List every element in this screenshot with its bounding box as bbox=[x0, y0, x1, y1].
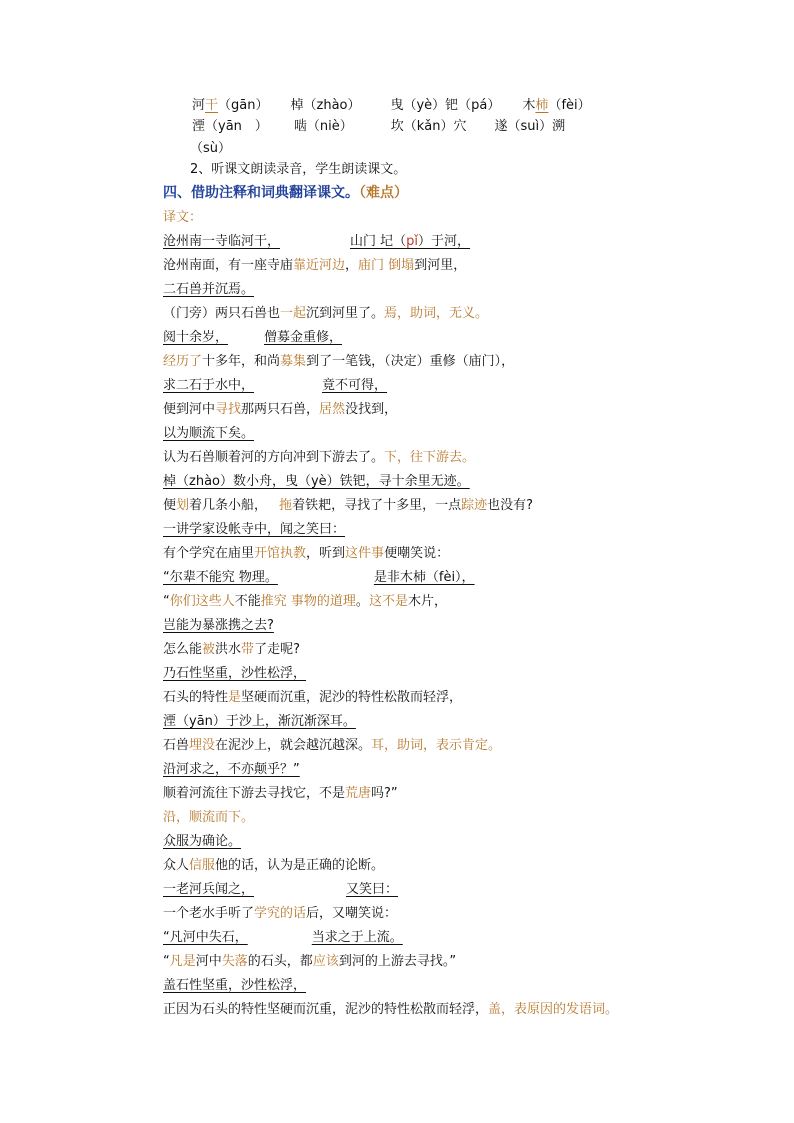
p3-a: 阅十余岁， bbox=[163, 330, 229, 345]
classical-line-8 bbox=[163, 569, 475, 587]
t16-a: 正因为石头的特性坚硬而沉重，泥沙的特性松散而轻浮， bbox=[163, 1002, 489, 1017]
t12-c: 吗?” bbox=[371, 786, 398, 801]
pinyin-he: 河 bbox=[192, 98, 206, 113]
t6-a: 便 bbox=[163, 498, 177, 513]
p8-a: “尔辈不能究 物理。 bbox=[163, 570, 278, 585]
t3-a: 经历了 bbox=[163, 354, 203, 369]
pinyin-ye-pa: 曳（yè）钯（pá） bbox=[390, 98, 501, 113]
pinyin-kan: 坎（kǎn）穴 bbox=[390, 119, 467, 134]
t15-d: 失落 bbox=[221, 954, 248, 969]
translation-line-1 bbox=[163, 257, 466, 275]
p8-b: 是非木杮（fèi）， bbox=[373, 570, 475, 585]
t13-c: 他的话，认为是正确的论断。 bbox=[215, 858, 385, 873]
t15-a: “ bbox=[163, 954, 170, 969]
t16-b: 盖，表原因的发语词。 bbox=[488, 1002, 619, 1017]
t3-e: 到了一笔钱，（决定）重修（庙门）， bbox=[306, 354, 515, 369]
t11-c: 在泥沙上，就会越沉越深。 bbox=[215, 738, 372, 753]
pinyin-fei: （fèi） bbox=[548, 98, 591, 113]
t15-b: 凡是 bbox=[169, 954, 196, 969]
t6-e: 着铁耙，寻找了十多里，一点 bbox=[292, 498, 462, 513]
translation-line-15 bbox=[163, 953, 456, 971]
pinyin-row-1 bbox=[192, 97, 591, 115]
t8-c: 不能 bbox=[234, 594, 261, 609]
translation-line-7 bbox=[163, 545, 449, 563]
classical-line-4 bbox=[163, 377, 387, 395]
t9-a: 怎么能 bbox=[163, 642, 203, 657]
translation-line-9 bbox=[163, 641, 300, 659]
section-4-heading bbox=[163, 184, 408, 202]
translation-line-5 bbox=[163, 449, 475, 467]
classical-line-5: 以为顺流下矣。 bbox=[163, 426, 255, 441]
t10-b: 是 bbox=[228, 690, 242, 705]
t2-c: 沉到河里了。 bbox=[306, 306, 385, 321]
translation-line-12 bbox=[163, 785, 398, 803]
t11-b: 埋没 bbox=[189, 738, 216, 753]
translation-line-8 bbox=[163, 593, 447, 611]
classical-line-16: 盖石性坚重，沙性松浮， bbox=[163, 978, 307, 993]
t13-a: 众人 bbox=[163, 858, 190, 873]
translation-line-14 bbox=[163, 905, 397, 923]
classical-line-11: 湮（yān）于沙上，渐沉渐深耳。 bbox=[163, 714, 356, 729]
t7-d: 这件事 bbox=[345, 546, 385, 561]
t4-b: 寻找 bbox=[215, 402, 242, 417]
t6-d: 拖 bbox=[279, 498, 293, 513]
p14-a: 一老河兵闻之， bbox=[163, 882, 255, 897]
t8-f: 这不是 bbox=[368, 594, 408, 609]
t1-d: 庙门 倒塌 bbox=[358, 258, 415, 273]
t7-c: ，听到 bbox=[306, 546, 346, 561]
classical-line-1 bbox=[163, 233, 470, 251]
pinyin-su: （sù） bbox=[190, 141, 232, 156]
t10-a: 石头的特性 bbox=[163, 690, 229, 705]
t4-d: 居然 bbox=[319, 402, 346, 417]
t4-c: 那两只石兽， bbox=[241, 402, 320, 417]
t1-b: 靠近河边 bbox=[293, 258, 346, 273]
t14-b: 学究的话 bbox=[254, 906, 307, 921]
translation-line-11 bbox=[163, 737, 501, 755]
t4-a: 便到河中 bbox=[163, 402, 216, 417]
translation-label: 译文： bbox=[163, 210, 203, 225]
t10-c: 坚硬而沉重，泥沙的特性松散而轻浮， bbox=[241, 690, 463, 705]
note-line-12: 沿，顺流而下。 bbox=[163, 810, 255, 825]
t15-c: 河中 bbox=[195, 954, 222, 969]
pinyin-gan: （gān） bbox=[218, 98, 269, 113]
t7-e: 便嘲笑说： bbox=[384, 546, 450, 561]
pinyin-mu: 木 bbox=[522, 98, 536, 113]
t9-d: 带 bbox=[241, 642, 255, 657]
p1-a: 沧州南一寺临河干， bbox=[163, 234, 281, 249]
pinyin-nie: 啮（niè） bbox=[293, 119, 353, 134]
t7-a: 有个学究在庙里 bbox=[163, 546, 255, 561]
t15-e: 的石头，都 bbox=[247, 954, 313, 969]
classical-line-6: 棹（zhào）数小舟，曳（yè）铁钯，寻十余里无迹。 bbox=[163, 474, 470, 489]
t9-c: 洪水 bbox=[215, 642, 242, 657]
t11-a: 石兽 bbox=[163, 738, 190, 753]
t4-e: 没找到， bbox=[345, 402, 398, 417]
t11-d: 耳，助词，表示肯定。 bbox=[371, 738, 502, 753]
t12-a: 顺着河流往下游去寻找它，不是 bbox=[163, 786, 346, 801]
t1-c: ， bbox=[345, 258, 359, 273]
pinyin-yan: 湮（yān ） bbox=[192, 119, 268, 134]
translation-line-2 bbox=[163, 305, 488, 323]
t6-g: 也没有? bbox=[487, 498, 533, 513]
classical-line-15 bbox=[163, 929, 403, 947]
classical-line-13: 众服为确论。 bbox=[163, 834, 242, 849]
t3-b: 十多年 bbox=[202, 354, 242, 369]
classical-line-10: 乃石性坚重，沙性松浮， bbox=[163, 666, 307, 681]
t6-c: 着几条小船， bbox=[189, 498, 268, 513]
section-4-title: 四、借助注释和词典翻译课文。 bbox=[163, 185, 359, 201]
translation-line-6 bbox=[163, 497, 533, 515]
classical-line-9: 岂能为暴涨携之去? bbox=[163, 618, 274, 633]
t14-a: 一个老水手听了 bbox=[163, 906, 255, 921]
pinyin-row-2 bbox=[192, 118, 565, 136]
t15-g: 到河的上游去寻找。” bbox=[338, 954, 457, 969]
translation-line-16 bbox=[163, 1001, 618, 1019]
p4-b: 竟不可得， bbox=[322, 378, 388, 393]
t9-b: 被 bbox=[202, 642, 216, 657]
t5-a: 认为石兽顺着河的方向冲到下游去了。 bbox=[163, 450, 385, 465]
t2-b: 一起 bbox=[280, 306, 307, 321]
t8-a: “ bbox=[163, 594, 170, 609]
translation-line-3 bbox=[163, 353, 514, 371]
p15-a: “凡河中失石， bbox=[163, 930, 248, 945]
translation-line-10 bbox=[163, 689, 462, 707]
classical-line-14 bbox=[163, 881, 398, 899]
pinyin-gan-char: 干 bbox=[205, 98, 219, 113]
t2-a: （门旁）两只石兽也 bbox=[163, 306, 281, 321]
t3-c: ，和尚 bbox=[241, 354, 281, 369]
pinyin-sui: 遂（suì）溯 bbox=[494, 119, 566, 134]
p3-b: 僧募金重修， bbox=[264, 330, 343, 345]
t1-e: 到河里， bbox=[414, 258, 467, 273]
p4-a: 求二石于水中， bbox=[163, 378, 255, 393]
translation-line-13 bbox=[163, 857, 384, 875]
t6-b: 划 bbox=[176, 498, 190, 513]
classical-line-12: 沿河求之，不亦颠乎？” bbox=[163, 762, 300, 777]
p1-c: pǐ bbox=[406, 234, 419, 249]
t15-f: 应该 bbox=[312, 954, 339, 969]
t3-d: 募集 bbox=[280, 354, 307, 369]
t13-b: 信服 bbox=[189, 858, 216, 873]
p15-b: 当求之于上流。 bbox=[311, 930, 403, 945]
t8-g: 木片， bbox=[407, 594, 447, 609]
t8-e: 。 bbox=[355, 594, 369, 609]
t7-b: 开馆执教 bbox=[254, 546, 307, 561]
classical-line-2: 二石兽并沉焉。 bbox=[163, 282, 255, 297]
classical-line-7: 一讲学家设帐寺中，闻之笑曰： bbox=[163, 522, 346, 537]
p14-b: 又笑曰： bbox=[346, 882, 399, 897]
t1-a: 沧州南面，有一座寺庙 bbox=[163, 258, 294, 273]
step-2-text: 2、听课文朗读录音，学生朗读课文。 bbox=[190, 162, 407, 177]
classical-line-3 bbox=[163, 329, 342, 347]
t2-d: 焉，助词，无义。 bbox=[384, 306, 489, 321]
pinyin-zhao: 棹（zhào） bbox=[290, 98, 361, 113]
t5-b: 下，往下游去。 bbox=[384, 450, 476, 465]
section-4-tag: （难点） bbox=[359, 185, 408, 201]
p1-d: ）于河， bbox=[418, 234, 471, 249]
t9-e: 了走呢? bbox=[254, 642, 300, 657]
t12-b: 荒唐 bbox=[345, 786, 372, 801]
t8-b: 你们这些人 bbox=[169, 594, 235, 609]
translation-line-4 bbox=[163, 401, 397, 419]
t14-c: 后，又嘲笑说： bbox=[306, 906, 398, 921]
pinyin-fei-char: 柿 bbox=[535, 98, 549, 113]
p1-b: 山门 圮（ bbox=[350, 234, 407, 249]
t6-f: 踪迹 bbox=[461, 498, 488, 513]
t8-d: 推究 事物的道理 bbox=[260, 594, 356, 609]
